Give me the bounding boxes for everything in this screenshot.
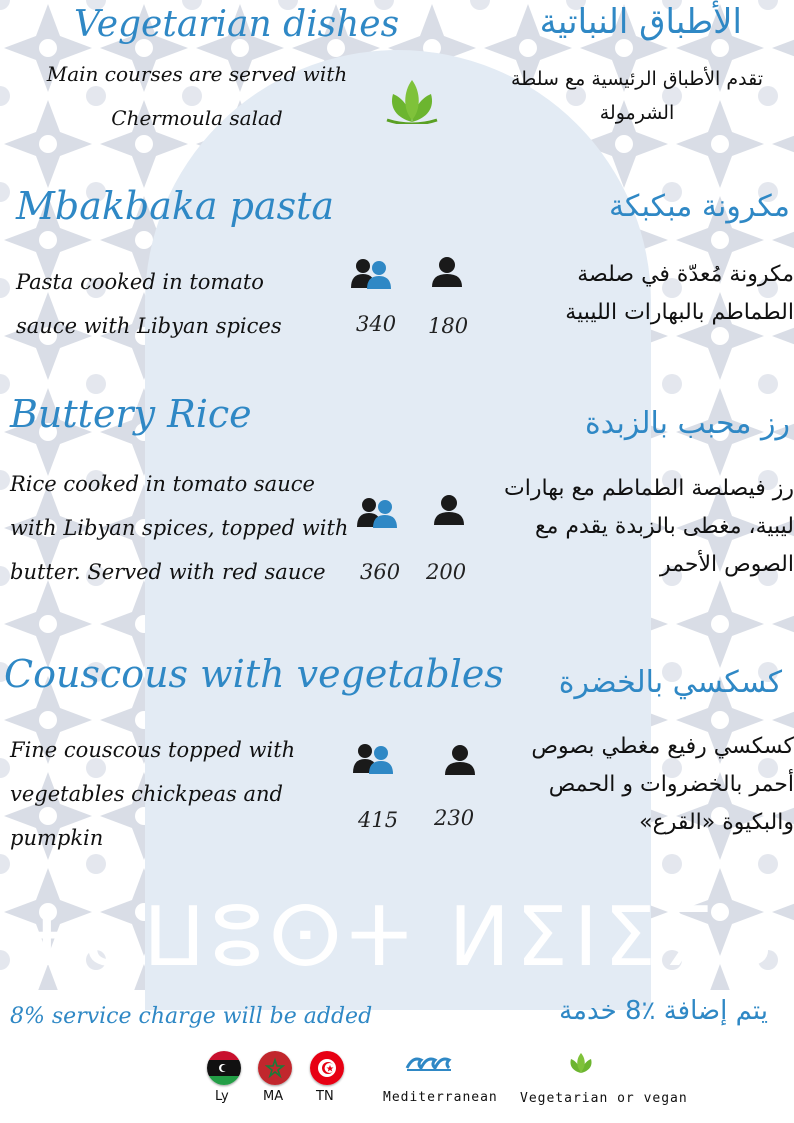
service-charge-ar: يتم إضافة ٪8 خدمة	[559, 996, 768, 1026]
section-title-ar: الأطباق النباتية	[539, 2, 742, 42]
legend-vegetarian-label: Vegetarian or vegan	[520, 1091, 688, 1106]
flag-code-tn: TN	[316, 1089, 334, 1104]
dish-3-desc-en: Fine couscous topped with vegetables chickpeas and pumpkin	[10, 738, 296, 850]
header-note-en: Main courses are served with Chermoula salad	[46, 62, 348, 130]
dish-1-name-ar: مكرونة مبكبكة	[608, 189, 790, 224]
dish-3-desc-ar: كسكسي رفيع مغطي بصوص أحمر بالخضروات و الحمص والبكيوة «القرع»	[531, 734, 794, 835]
flag-libya-icon	[207, 1051, 241, 1085]
person-icon	[432, 494, 466, 526]
flag-code-ma: MA	[263, 1089, 284, 1104]
person-icon	[443, 744, 477, 776]
dish-2-name-ar: رز محبب بالزبدة	[585, 406, 790, 441]
tifinagh-watermark: ⵜⴰⵡⵓⵙⵜ ⵍⵉⵏⵉⵢⴰ	[15, 890, 779, 985]
flag-code-ly: Ly	[215, 1089, 229, 1104]
dish-1-desc-ar: مكرونة مُعدّة في صلصة الطماطم بالبهارات الليبية	[565, 262, 794, 325]
dish-1-name-en: Mbakbaka pasta	[16, 184, 335, 228]
dish-2-desc-en: Rice cooked in tomato sauce with Libyan spices, topped with butter. Served with red sauce	[10, 472, 349, 584]
section-title-en: Vegetarian dishes	[74, 4, 400, 45]
dish-3-name-ar: كسكسي بالخضرة	[558, 665, 782, 700]
dish-3-price-single: 230	[434, 806, 475, 830]
dish-1-desc-en: Pasta cooked in tomato sauce with Libyan spices	[16, 270, 282, 338]
dish-3-name-en: Couscous with vegetables	[4, 652, 504, 696]
dish-2-price-single: 200	[426, 560, 467, 584]
flag-morocco-icon	[258, 1051, 292, 1085]
leaf-icon	[566, 1052, 596, 1074]
person-icon	[430, 256, 464, 288]
flag-tunisia-icon	[310, 1051, 344, 1085]
dish-1-price-group: 340	[356, 312, 397, 336]
dish-2-desc-ar: رز فيصلصة الطماطم مع بهارات ليبية، مغطى بالزبدة يقدم مع الصوص الأحمر	[504, 476, 794, 577]
dish-2-name-en: Buttery Rice	[10, 392, 252, 436]
wave-icon	[405, 1050, 453, 1072]
header-note-ar: تقدم الأطباق الرئيسية مع سلطة الشرمولة	[510, 68, 763, 124]
dish-1-price-single: 180	[428, 314, 469, 338]
leaf-icon	[383, 78, 441, 124]
group-icon	[356, 497, 400, 529]
group-icon	[352, 743, 396, 775]
dish-2-price-group: 360	[360, 560, 401, 584]
dish-3-price-group: 415	[358, 808, 399, 832]
service-charge-en: 8% service charge will be added	[10, 1004, 373, 1029]
group-icon	[350, 258, 394, 290]
legend-mediterranean-label: Mediterranean	[383, 1090, 498, 1105]
